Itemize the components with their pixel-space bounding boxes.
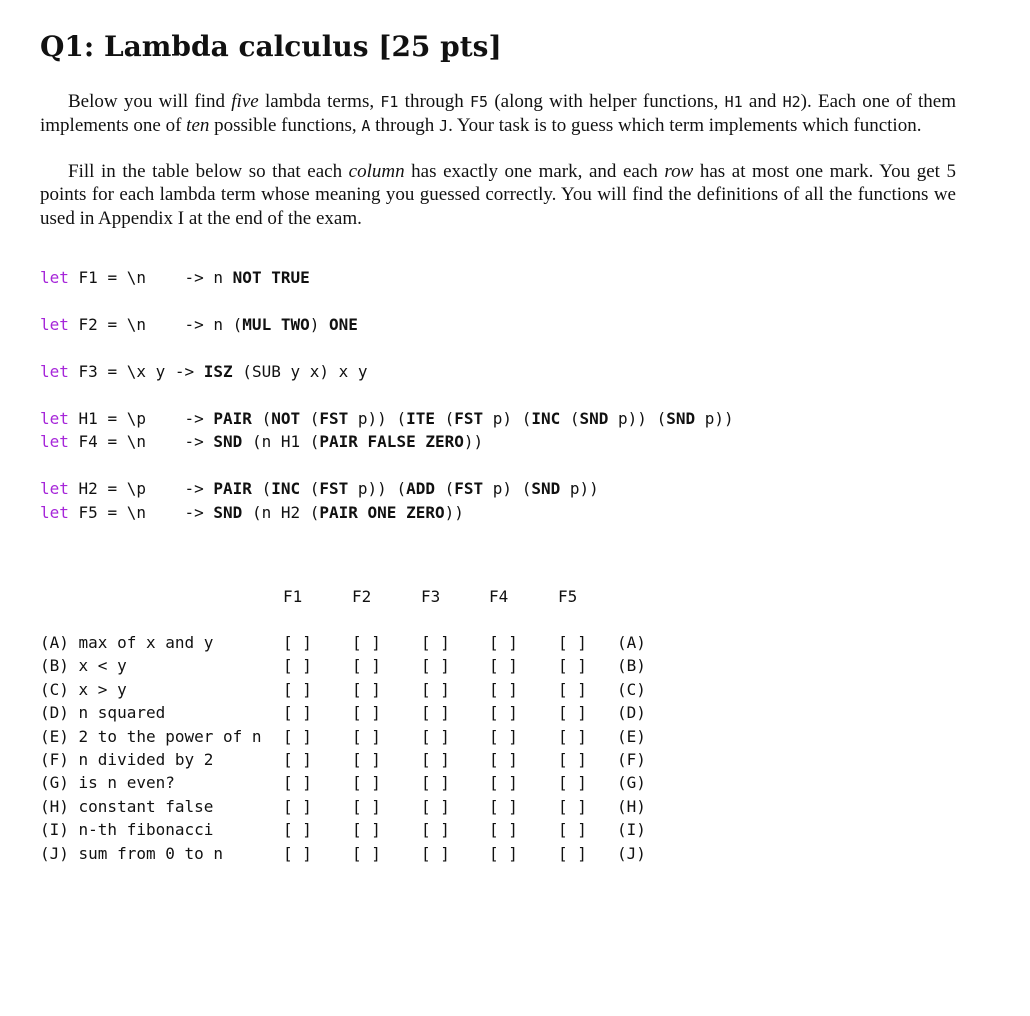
checkbox-j-f1[interactable]: [ ] xyxy=(283,843,312,863)
checkbox-e-f1[interactable]: [ ] xyxy=(283,726,312,746)
row-tag-g: (G) xyxy=(617,773,646,793)
row-label-e: (E) 2 to the power of n xyxy=(40,726,262,746)
checkbox-i-f2[interactable]: [ ] xyxy=(352,820,381,840)
row-label-b: (B) x < y xyxy=(40,656,127,676)
row-tag-e: (E) xyxy=(617,726,646,746)
column-header-f3: F3 xyxy=(421,587,441,606)
checkbox-f-f2[interactable]: [ ] xyxy=(352,750,381,769)
code-line-f3: let F3 = \x y -> ISZ (SUB y x) x y xyxy=(40,362,368,381)
row-tag-i: (I) xyxy=(617,820,646,840)
checkbox-h-f4[interactable]: [ ] xyxy=(489,796,518,816)
row-label-c: (C) x > y xyxy=(40,679,127,699)
checkbox-c-f1[interactable]: [ ] xyxy=(283,679,312,699)
checkbox-c-f2[interactable]: [ ] xyxy=(352,679,381,699)
row-label-a: (A) max of x and y xyxy=(40,633,214,652)
checkbox-d-f2[interactable]: [ ] xyxy=(352,703,381,723)
checkbox-f-f5[interactable]: [ ] xyxy=(558,750,587,769)
checkbox-i-f5[interactable]: [ ] xyxy=(558,820,587,840)
checkbox-g-f4[interactable]: [ ] xyxy=(489,773,518,793)
checkbox-i-f3[interactable]: [ ] xyxy=(421,820,450,840)
row-tag-a: (A) xyxy=(617,633,646,652)
checkbox-a-f4[interactable]: [ ] xyxy=(489,633,518,652)
checkbox-e-f3[interactable]: [ ] xyxy=(421,726,450,746)
checkbox-i-f1[interactable]: [ ] xyxy=(283,820,312,840)
checkbox-d-f4[interactable]: [ ] xyxy=(489,703,518,723)
checkbox-e-f2[interactable]: [ ] xyxy=(352,726,381,746)
code-line-f4: let F4 = \n -> SND (n H1 (PAIR FALSE ZERO)) xyxy=(40,432,484,451)
code-line-h1: let H1 = \p -> PAIR (NOT (FST p)) (ITE (FST p) (INC (SND p)) (SND p)) xyxy=(40,409,734,428)
checkbox-f-f4[interactable]: [ ] xyxy=(489,750,518,769)
row-label-h: (H) constant false xyxy=(40,796,214,816)
row-label-j: (J) sum from 0 to n xyxy=(40,843,224,863)
row-tag-c: (C) xyxy=(617,679,646,699)
row-tag-h: (H) xyxy=(617,796,646,816)
checkbox-a-f5[interactable]: [ ] xyxy=(558,633,587,652)
checkbox-g-f5[interactable]: [ ] xyxy=(558,773,587,793)
checkbox-j-f2[interactable]: [ ] xyxy=(352,843,381,863)
checkbox-b-f3[interactable]: [ ] xyxy=(421,656,450,676)
checkbox-f-f3[interactable]: [ ] xyxy=(421,750,450,769)
checkbox-f-f1[interactable]: [ ] xyxy=(283,750,312,769)
row-label-i: (I) n-th fibonacci xyxy=(40,820,214,840)
column-header-f4: F4 xyxy=(489,587,509,606)
checkbox-c-f4[interactable]: [ ] xyxy=(489,679,518,699)
checkbox-h-f2[interactable]: [ ] xyxy=(352,796,381,816)
intro-paragraph-2: Fill in the table below so that each column has exactly one mark, and each row has at most one mark. You get 5 points for each lambda term whose meaning you guessed correctly. You will find the definitions of all the functions we used in Appendix I at the end of the exam. xyxy=(40,161,957,229)
checkbox-b-f1[interactable]: [ ] xyxy=(283,656,312,676)
checkbox-i-f4[interactable]: [ ] xyxy=(489,820,518,840)
checkbox-b-f5[interactable]: [ ] xyxy=(558,656,587,676)
checkbox-h-f3[interactable]: [ ] xyxy=(421,796,450,816)
row-tag-d: (D) xyxy=(617,703,646,723)
column-header-f2: F2 xyxy=(352,587,372,606)
code-line-f5: let F5 = \n -> SND (n H2 (PAIR ONE ZERO)) xyxy=(40,503,464,522)
checkbox-a-f1[interactable]: [ ] xyxy=(283,633,312,652)
checkbox-g-f3[interactable]: [ ] xyxy=(421,773,450,793)
code-line-f2: let F2 = \n -> n (MUL TWO) ONE xyxy=(40,315,358,334)
checkbox-j-f3[interactable]: [ ] xyxy=(421,843,450,863)
checkbox-b-f2[interactable]: [ ] xyxy=(352,656,381,676)
row-tag-f: (F) xyxy=(617,750,646,769)
checkbox-g-f1[interactable]: [ ] xyxy=(283,773,312,793)
intro-paragraph-1: Below you will find five lambda terms, F1 through F5 (along with helper functions, H1 and H2). Each one of them implements one of ten possible functions, A through J. Your task is to guess which term implements which function. xyxy=(40,91,956,137)
checkbox-j-f5[interactable]: [ ] xyxy=(558,843,587,863)
code-line-h2: let H2 = \p -> PAIR (INC (FST p)) (ADD (FST p) (SND p)) xyxy=(40,479,599,498)
checkbox-j-f4[interactable]: [ ] xyxy=(489,843,518,863)
checkbox-h-f5[interactable]: [ ] xyxy=(558,796,587,816)
column-header-f1: F1 xyxy=(283,587,303,606)
column-header-f5: F5 xyxy=(558,587,578,606)
row-label-g: (G) is n even? xyxy=(40,773,175,793)
row-label-f: (F) n divided by 2 xyxy=(40,750,214,769)
code-line-f1: let F1 = \n -> n NOT TRUE xyxy=(40,268,310,287)
checkbox-d-f3[interactable]: [ ] xyxy=(421,703,450,723)
checkbox-e-f5[interactable]: [ ] xyxy=(558,726,587,746)
checkbox-a-f3[interactable]: [ ] xyxy=(421,633,450,652)
row-label-d: (D) n squared xyxy=(40,703,166,723)
checkbox-a-f2[interactable]: [ ] xyxy=(352,633,381,652)
checkbox-c-f3[interactable]: [ ] xyxy=(421,679,450,699)
checkbox-b-f4[interactable]: [ ] xyxy=(489,656,518,676)
checkbox-d-f1[interactable]: [ ] xyxy=(283,703,312,723)
checkbox-h-f1[interactable]: [ ] xyxy=(283,796,312,816)
checkbox-c-f5[interactable]: [ ] xyxy=(558,679,587,699)
checkbox-d-f5[interactable]: [ ] xyxy=(558,703,587,723)
question-title: Q1: Lambda calculus [25 pts] xyxy=(40,30,502,63)
row-tag-b: (B) xyxy=(617,656,646,676)
checkbox-g-f2[interactable]: [ ] xyxy=(352,773,381,793)
row-tag-j: (J) xyxy=(617,843,646,863)
checkbox-e-f4[interactable]: [ ] xyxy=(489,726,518,746)
